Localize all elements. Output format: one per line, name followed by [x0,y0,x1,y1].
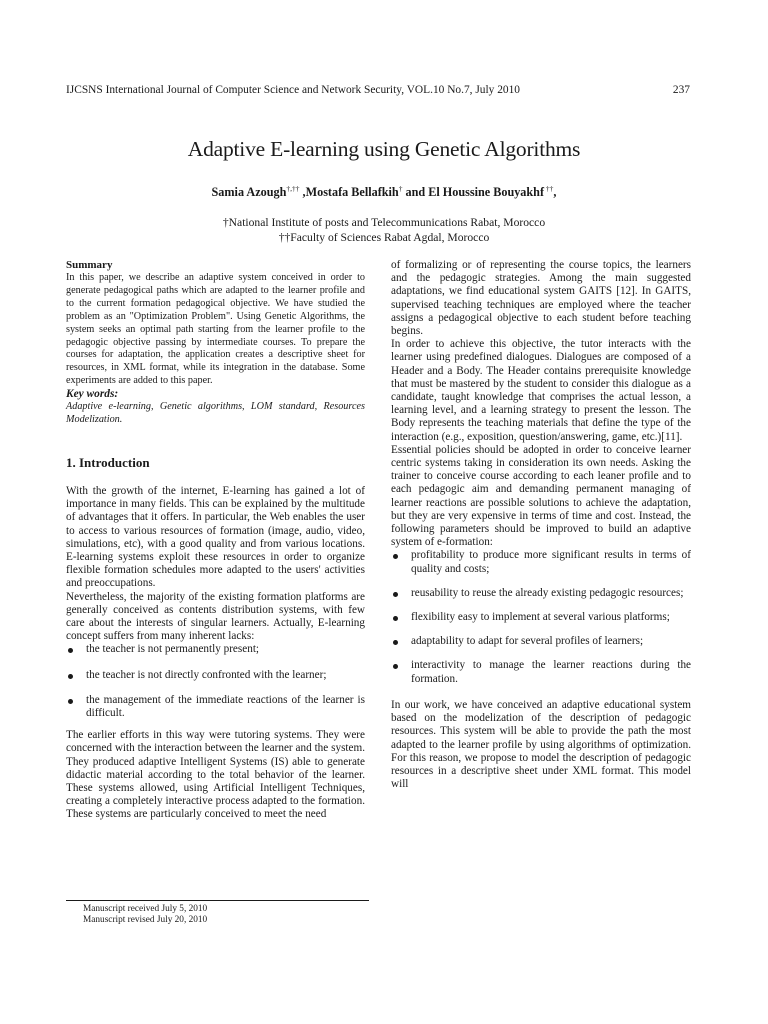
list-item-text: the management of the immediate reactions of the learner is difficult. [86,693,365,720]
bullet-icon [68,674,73,679]
right-paragraph-2: In order to achieve this objective, the tutor interacts with the learner using predefined dialogues. Dialogues are composed of a Header and a Body. The Header contains prerequisite knowledge that must be mastered by the student to consider this dialogue as a candidate, taught knowledge that comprises the actual lesson, a learning level, and a learning strategy to present the lesson. The Body represents the teaching materials that define the type of the interaction (e.g., exposition, question/answering, game, etc.)[11]. [391,338,691,443]
list-item-text: reusability to reuse the already existing pedagogic resources; [411,586,684,599]
list-item-text: flexibility easy to implement at several various platforms; [411,611,670,624]
journal-citation: IJCSNS International Journal of Computer Science and Network Security, VOL.10 No.7, July 2010 [66,84,520,96]
footnote-divider [66,900,369,901]
page-number: 237 [672,84,690,96]
bullet-icon [393,616,398,621]
bullet-icon [393,592,398,597]
intro-paragraph-3: The earlier efforts in this way were tutoring systems. They were concerned with the interaction between the learner and the system. They produced adaptive Intelligent Systems (IS) able to generate didactic material according to the total behavior of the learner. These systems allowed, using Artificial Intelligent Techniques, creating a completely interactive process adapted to the formation. These systems are particularly conceived to meet the need [66,729,365,821]
keywords-heading: Key words: [66,388,119,401]
bullet-icon [68,699,73,704]
author-name: Samia Azough [211,185,287,200]
list-item-text: adaptability to adapt for several profiles of learners; [411,635,644,648]
list-item [391,611,691,624]
section-heading-introduction: 1. Introduction [66,454,150,470]
bullet-icon [393,554,398,559]
author-affiliation-mark: †† [544,184,554,193]
lacks-list [66,643,365,720]
author-line [0,184,768,200]
list-item [391,659,691,685]
author-affiliation-mark: †,†† [286,184,300,193]
footnotes [83,904,207,927]
list-item [391,549,691,575]
intro-paragraph-1: With the growth of the internet, E-learning has gained a lot of importance in many fields. This can be explained by the multitude of advantages that it offers. In particular, the Web enables the user to access to various resources of formation (image, audio, video, simulations, etc), with a good quality and from various locations. E-learning systems exploit these resources in order to organize flexible formation schedules more adapted to the users' activities and preoccupations. [66,484,365,590]
keywords-text: Adaptive e-learning, Genetic algorithms, LOM standard, Resources Modelization. [66,401,365,426]
list-item-text: the teacher is not directly confronted with the learner; [86,668,327,681]
footnote-revised: Manuscript revised July 20, 2010 [83,915,208,926]
list-item [391,635,691,648]
author-name: and El Houssine Bouyakhf [402,185,545,200]
bullet-icon [393,664,398,669]
author-affiliation-mark: † [398,184,403,193]
list-item-text: profitability to produce more significant results in terms of quality and costs; [411,549,691,575]
left-column [66,259,365,822]
right-paragraph-4: In our work, we have conceived an adaptive educational system based on the modelization of the description of pedagogic resources. This system will be able to provide the path the most adapted to the learner profile by using algorithms of optimization. For this reason, we propose to model the description of pedagogic resources in a descriptive sheet under XML format. This model will [391,698,691,791]
right-paragraph-3: Essential policies should be adopted in order to conceive learner centric systems taking in consideration its own needs. Asking the trainer to conceive course according to each leaner profile and to each pedagogic aim and demanding permanent managing of learner reactions are possible solutions to achieve the adaptation, but they are very expensive in terms of time and cost. Instead, the following parameters should be improved to build an adaptive system of e-formation: [391,443,691,549]
list-item [66,694,365,720]
list-item-text: interactivity to manage the learner reactions during the formation. [411,659,691,685]
bullet-icon [68,648,73,653]
paper-title: Adaptive E-learning using Genetic Algorithms [187,137,581,161]
summary-heading: Summary [66,259,113,271]
list-item-text: the teacher is not permanently present; [86,643,260,656]
author-line-trailer: , [553,185,557,200]
running-header [66,84,690,96]
affiliations [0,216,768,245]
list-item [66,643,365,656]
list-item [66,669,365,682]
right-column [391,259,691,791]
author-name: ,Mostafa Bellafkih [299,185,399,200]
right-paragraph-1: of formalizing or of representing the course topics, the learners and the pedagogic strategies. Among the main suggested adaptations, we find educational system GAITS [12]. In GAITS, supervised teaching techniques are employed where the teacher assigns a pedagogical objective to each student before teaching begins. [391,259,691,338]
affiliation-2: ††Faculty of Sciences Rabat Agdal, Morocco [278,230,490,244]
summary-text: In this paper, we describe an adaptive system conceived in order to generate pedagogical paths which are adapted to the learner profile and to the current formation pedagogical objective. We have studied the problem as an "Optimization Problem". Using Genetic Algorithms, the system seeks an optimal path starting from the learner profile to the pedagogic objective passing by intermediate courses. To prepare the courses for adaptation, the application creates a descriptive sheet for resources, in XML format, while its integration in the database. Some experiments are added to this paper. [66,272,365,387]
intro-paragraph-2: Nevertheless, the majority of the existing formation platforms are generally conceived as contents distribution systems, with few care about the interests of singular learners. Actually, E-learning concept suffers from many inherent lacks: [66,590,365,643]
parameters-list [391,549,691,685]
bullet-icon [393,640,398,645]
footnote-received: Manuscript received July 5, 2010 [83,904,208,914]
affiliation-1: †National Institute of posts and Telecommunications Rabat, Morocco [222,216,546,229]
list-item [391,587,691,600]
